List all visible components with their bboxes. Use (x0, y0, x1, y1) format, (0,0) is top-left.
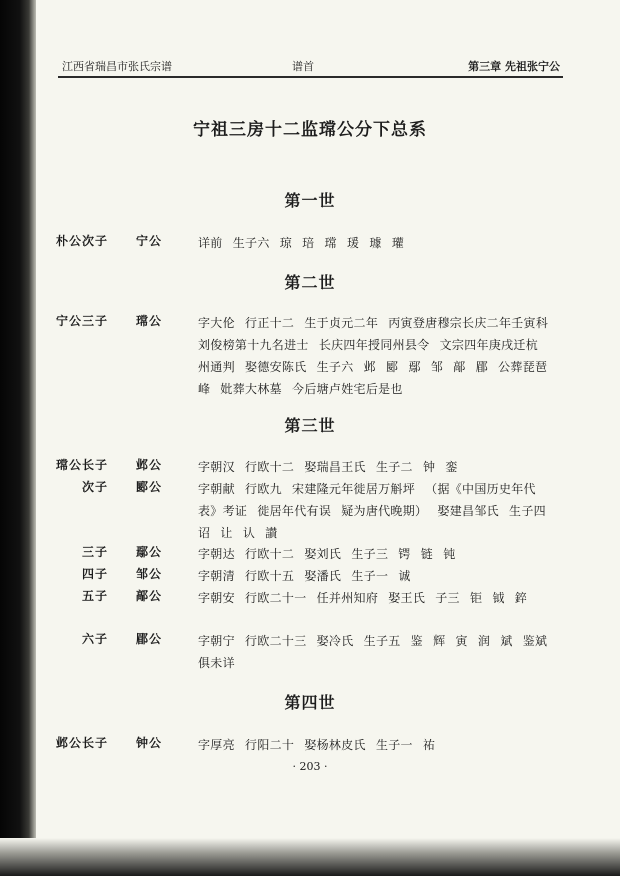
entry-relation: 邺公长子 (55, 736, 108, 750)
page-title: 宁祖三房十二监瑺公分下总系 (193, 120, 427, 140)
header-chapter: 第三章 先祖张宁公 (468, 60, 560, 73)
entry-relation: 四子 (81, 567, 108, 581)
entry-description: 字厚亮 行阳二十 娶杨林皮氏 生子一 祐 (198, 738, 436, 752)
generation-heading: 第二世 (284, 273, 336, 292)
entry-name: 鄗公 (136, 589, 163, 603)
header-rule (58, 76, 563, 78)
entry-name: 邹公 (136, 567, 163, 581)
entry-description: 字朝清 行欧十五 娶潘氏 生子一 诚 (198, 569, 411, 583)
entry-name: 瑺公 (136, 314, 163, 328)
entry-name: 钟公 (136, 736, 163, 750)
running-header (60, 58, 560, 74)
entry-description: 字朝安 行欧二十一 任并州知府 娶王氏 子三 钜 钺 錊 (198, 591, 528, 605)
entry-description: 字大伦 行正十二 生于贞元二年 丙寅登唐穆宗长庆二年壬寅科刘俊榜第十九名进士 长庆四年授同州县令 文宗四年庚戌迁杭州通判 娶德安陈氏 生子六 邺 郾 鄢 邹 鄗 郿 公葬琵琶峰 妣葬大林墓 今后塘卢姓宅后是也 (198, 316, 549, 396)
entry-relation: 朴公次子 (55, 234, 108, 248)
entry-relation: 瑺公长子 (55, 458, 108, 472)
entry-relation: 三子 (81, 545, 108, 559)
page-number: · 203 · (292, 760, 328, 773)
entry-name: 郿公 (136, 632, 163, 646)
entry-description: 字朝宁 行欧二十三 娶冷氏 生子五 鉴 辉 寅 润 斌 鉴斌俱未详 (198, 634, 548, 670)
entry-name: 邺公 (136, 458, 163, 472)
entry-relation: 五子 (81, 589, 108, 603)
generation-heading: 第一世 (284, 191, 336, 210)
entry-relation: 宁公三子 (55, 314, 108, 328)
entry-description: 详前 生子六 琼 琣 瑺 瑗 璩 瓘 (198, 236, 405, 250)
entry-description: 字朝献 行欧九 宋建隆元年徙居万斛坪 （据《中国历史年代表》考证 徙居年代有误 疑为唐代晚期） 娶建昌邹氏 生子四 诏 让 认 讃 (198, 482, 546, 540)
entry-relation: 六子 (81, 632, 108, 646)
generation-heading: 第三世 (284, 416, 336, 435)
generation-heading: 第四世 (284, 693, 336, 712)
header-section: 谱首 (292, 60, 314, 73)
entry-name: 宁公 (136, 234, 163, 248)
entry-name: 鄢公 (136, 545, 163, 559)
entry-name: 郾公 (136, 480, 163, 494)
header-book-title: 江西省瑞昌市张氏宗谱 (62, 60, 172, 73)
entry-description: 字朝汉 行欧十二 娶瑞昌王氏 生子二 钟 銮 (198, 460, 458, 474)
entry-description: 字朝达 行欧十二 娶刘氏 生子三 锷 链 钝 (198, 547, 456, 561)
entry-relation: 次子 (81, 480, 108, 494)
